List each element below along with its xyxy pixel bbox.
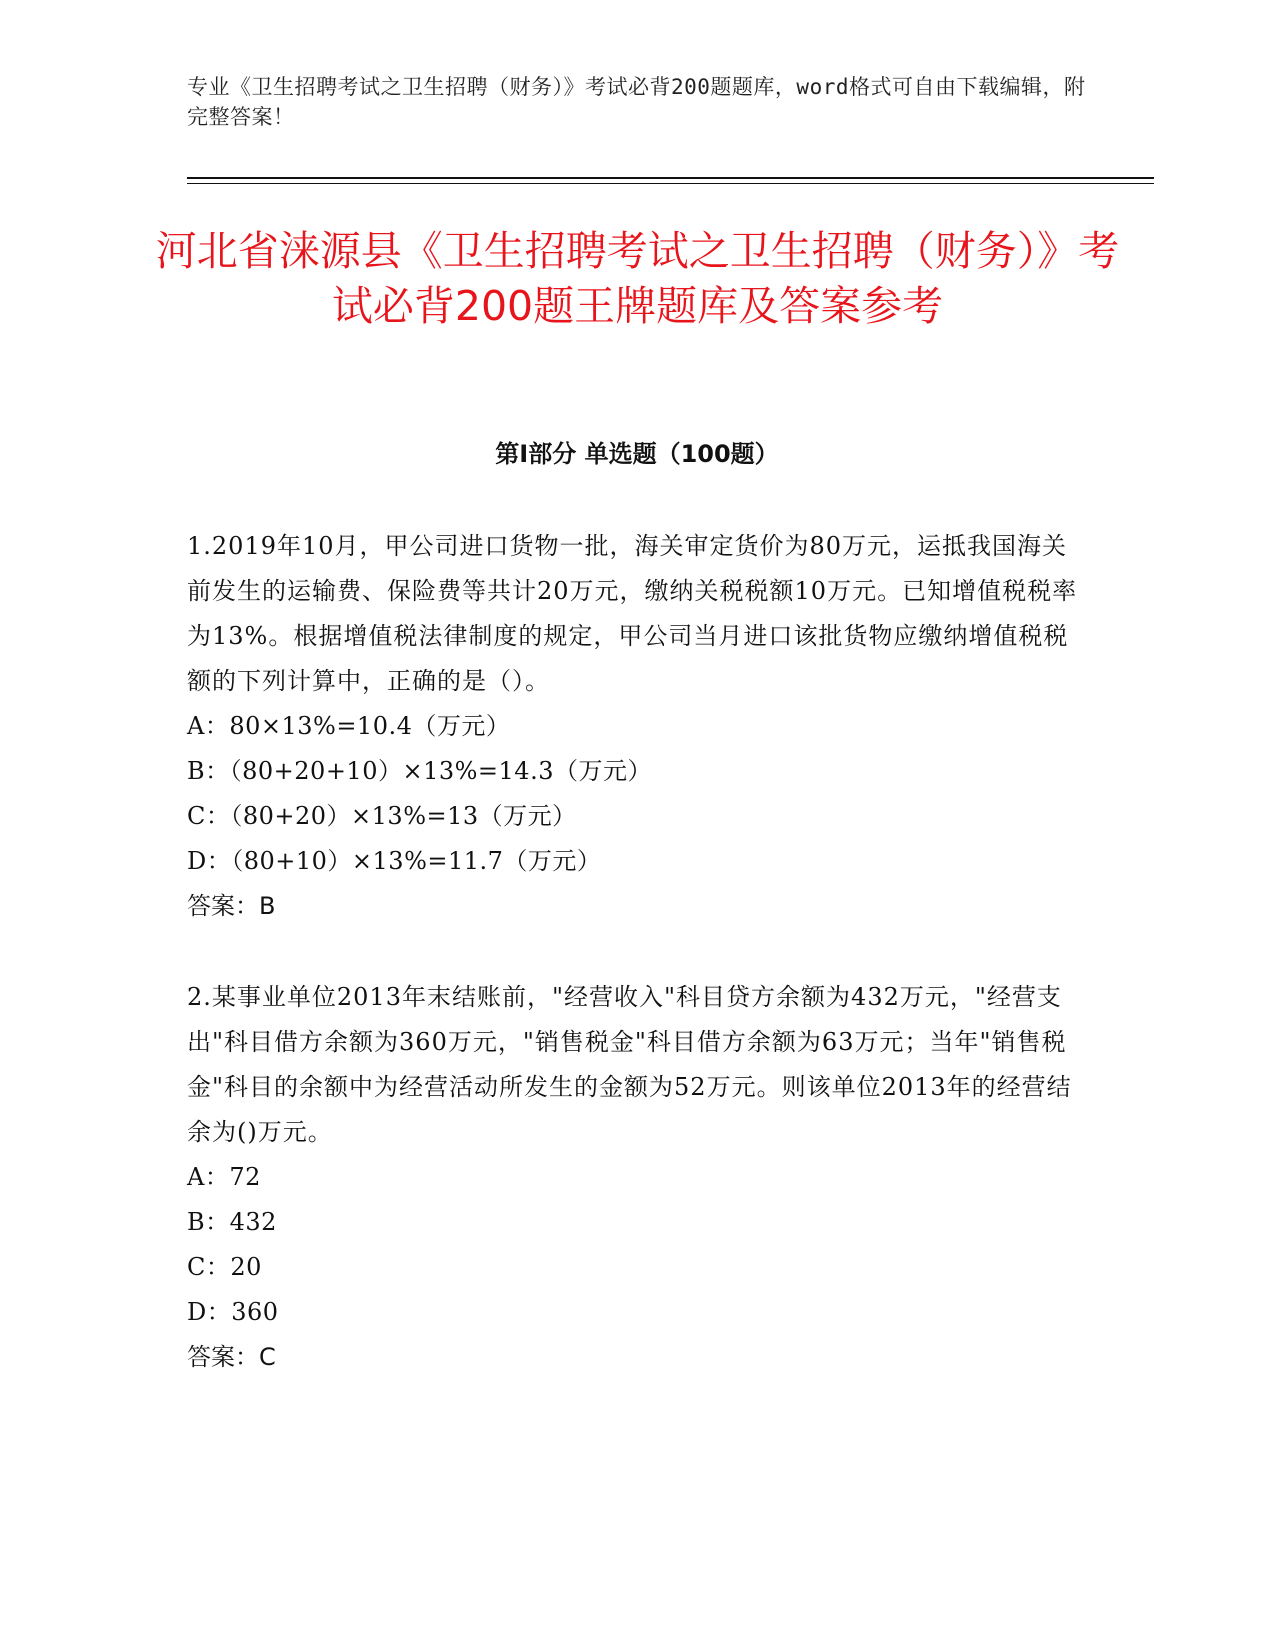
question-stem: 1.2019年10月，甲公司进口货物一批，海关审定货价为80万元，运抵我国海关前发生的运输费、保险费等共计20万元，缴纳关税税额10万元。已知增值税税率为13%。根据增值税法律制度的规定，甲公司当月进口该批货物应缴纳增值税税额的下列计算中，正确的是（）。 — [187, 532, 1078, 695]
question-2 — [187, 975, 1087, 1380]
question-1 — [187, 524, 1087, 929]
option-c: C：20 — [187, 1253, 262, 1281]
option-b: B：（80+20+10）×13%=14.3（万元） — [187, 757, 652, 785]
option-a: A：72 — [187, 1163, 261, 1191]
header-divider-thick — [187, 177, 1154, 179]
header-note: 专业《卫生招聘考试之卫生招聘（财务）》考试必背200题题库，word格式可自由下载编辑，附完整答案！ — [187, 75, 1086, 129]
header-divider-thin — [187, 183, 1154, 184]
option-a: A：80×13%=10.4（万元） — [187, 712, 511, 740]
question-stem: 2.某事业单位2013年末结账前，"经营收入"科目贷方余额为432万元，"经营支出"科目借方余额为360万元，"销售税金"科目借方余额为63万元；当年"销售税金"科目的余额中为经营活动所发生的金额为52万元。则该单位2013年的经营结余为()万元。 — [187, 983, 1072, 1146]
option-d: D：（80+10）×13%=11.7（万元） — [187, 847, 602, 875]
answer: 答案：C — [187, 1343, 276, 1371]
document-title: 河北省涞源县《卫生招聘考试之卫生招聘（财务）》考试必背200题王牌题库及答案参考 — [155, 227, 1120, 330]
option-c: C：（80+20）×13%=13（万元） — [187, 802, 577, 830]
answer: 答案：B — [187, 892, 276, 920]
option-d: D：360 — [187, 1298, 279, 1326]
section-heading: 第I部分 单选题（100题） — [495, 440, 779, 468]
option-b: B：432 — [187, 1208, 277, 1236]
